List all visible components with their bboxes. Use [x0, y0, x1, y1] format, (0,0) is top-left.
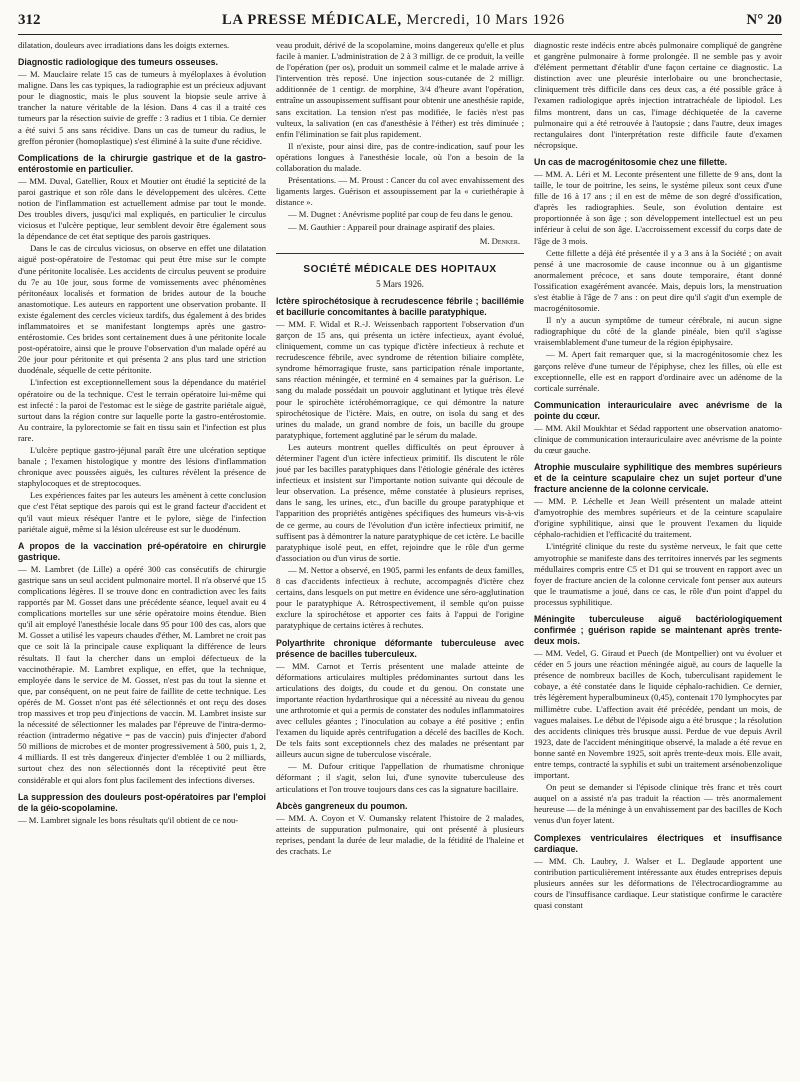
- paragraph: — M. Nettor a observé, en 1905, parmi les enfants de deux familles, 8 cas d'accidents infectieux à rechute, accompagnés d'ictère chez certains, dans lesquels on put mettre en évidence une séro-agglutination pour le paratyphique A. Rétrospectivement, il semble qu'on puisse exclure la spirochétose et apporter ces faits à l'appui de l'origine paratyphique de certains ictères à rechutes.: [276, 564, 524, 631]
- paragraph: — MM. Duval, Gatellier, Roux et Moutier ont étudié la septicité de la paroi gastrique et son rôle dans le développement des ulcères. Cette notion de l'inflammation est actuellement admise par tout le monde. Des troubles divers, jusqu'ici mal expliqués, en particulier le circulus viciosus et l'ulcère peptique, leur semblent devoir être également sous la dépendance de cet état septique des parois gastriques.: [18, 175, 266, 242]
- section-heading: Diagnostic radiologique des tumeurs osseuses.: [18, 57, 218, 68]
- paragraph: — M. Dugnet : Anévrisme poplité par coup de feu dans le genou.: [288, 209, 513, 220]
- session-date: 5 Mars 1926.: [376, 278, 424, 289]
- paragraph: veau produit, dérivé de la scopolamine, moins dangereux qu'elle et plus facile à manier. L'administration de 2 à 3 milligr. de ce produit, la veille de l'opération (per os), produit un sommeil calme et le malade arrive à l'intervention très reposé. Une injection sous-cutanée de 2 milligr. additionnée de 1 centigr. de morphine, 3/4 d'heure avant l'opération, entraîne un assoupissement suffisant pour obtenir une anesthésie rapide, sans excitation. La tension n'est pas modifiée, le faciès n'est pas vulteux, la salivation (en cas d'anesthésie à l'éther) est très diminuée ; enfin l'élimination se fait plus rapidement.: [276, 40, 524, 139]
- column-middle: [276, 40, 524, 1076]
- paragraph: — M. Apert fait remarquer que, si la macrogénitosomie chez les garçons relève d'une tumeur de l'épiphyse, chez les filles, où elle est exceptionnelle, elle est en rapport d'ordinaire avec un adénome de la corticale surrénale.: [534, 349, 782, 393]
- paragraph: — MM. A. Léri et M. Leconte présentent une fillette de 9 ans, dont la taille, le tour de poitrine, les seins, le système pileux sont ceux d'une fille de 16 à 17 ans ; il en est de même de son degré d'ossification, d'après les radiographies. Seule, son évolution dentaire est proportionnée à son âge ; son développement intellectuel est un peu inférieur à celui de son âge. L'accroissement excessif du corps date de l'âge de 3 mois.: [534, 168, 782, 246]
- section-heading: La suppression des douleurs post-opératoires par l'emploi de la géio-scopolamine.: [18, 791, 266, 813]
- section-heading: Polyarthrite chronique déformante tuberculeuse avec présence de bacilles tuberculeux.: [276, 637, 524, 659]
- column-right: [534, 40, 782, 1076]
- section-heading: Atrophie musculaire syphilitique des membres supérieurs et de la ceinture scapulaire chez un sujet porteur d'une fracture ancienne de la colonne cervicale.: [534, 462, 782, 495]
- section-heading: Abcès gangreneux du poumon.: [276, 800, 408, 811]
- divider: [276, 253, 524, 254]
- paragraph: — M. Lambret signale les bons résultats qu'il obtient de ce nou-: [18, 814, 239, 825]
- paragraph: L'intégrité clinique du reste du système nerveux, le fait que cette amyotrophie se manifeste dans des territoires innervés par les segments médullaires compris entre C5 et D1 qui se trouvent en rapport avec un foyer de fracture ancien de la colonne cervicale font penser aux auteurs que le traumatisme a joué, dans ce cas, le rôle d'un point d'appel du processus syphilitique.: [534, 541, 782, 607]
- paragraph: Les auteurs montrent quelles difficultés on peut éprouver à déterminer l'agent d'un ictère infectieux primitif. Ils discutent le rôle joué par les bacilles paratyphiques dans l'étiologie générale des ictères infectieux et insistent sur l'importante notion suivante qui découle de leur observation. La présence, même constatée à plusieurs reprises, dans le sang, les urines, etc., d'un bacille du groupe paratyphique et l'apparition des propriétés antigènes spécifiques des humeurs vis-à-vis de ce germe, au cours de l'évolution d'un ictère infectieux primitif, ne suffisent pas à démontrer la nature paratyphique de cet ictère. Le bacille paratyphique isolé peut, en effet, rejoindre que le rôle d'un germe d'association ou d'un virus de sortie.: [276, 441, 524, 563]
- article-columns: [18, 40, 782, 1076]
- society-title: SOCIÉTÉ MÉDICALE DES HOPITAUX: [303, 263, 497, 275]
- page-header: [18, 12, 782, 35]
- signature: M. Denker.: [479, 235, 520, 246]
- section-heading: Complications de la chirurgie gastrique et de la gastro-entérostomie en particulier.: [18, 152, 266, 174]
- section-heading: Méningite tuberculeuse aiguë bactériologiquement confirmée ; guérison rapide se maintenant après trente-deux mois.: [534, 614, 782, 647]
- section-heading: Un cas de macrogénitosomie chez une fillette.: [534, 156, 728, 167]
- paragraph: — M. Mauclaire relate 15 cas de tumeurs à myéloplaxes à évolution maligne. Dans les cas typiques, la radiographie est un précieux adjuvant pour le diagnostic, mais le plus souvent la biopsie seule arrive à trancher la nature véritable de la lésion. Dans 4 cas il a traité ces tumeurs par la résection suivie de greffe : 3 radius et 1 tibia. Ce dernier a été suivi 5 ans sans récidive. Dans un cas de tumeur du radius, le greffon péronier (homoplastique) s'est éliminé à la suite d'une récidive.: [18, 69, 266, 146]
- paragraph: Il n'y a aucun symptôme de tumeur cérébrale, ni aucun signe radiographique du côté de la glande pinéale, bien qu'il s'agisse vraisemblablement d'une tumeur de la région épiphysaire.: [534, 315, 782, 348]
- paragraph: — M. Dufour critique l'appellation de rhumatisme chronique déformant ; il s'agit, selon lui, d'une synovite tuberculeuse des articulations et l'on trouve toujours dans ces cas la signature bacillaire.: [276, 761, 524, 794]
- paragraph: L'ulcère peptique gastro-jéjunal paraît être une ulcération septique banale ; l'examen histologique y montre des lésions d'inflammation chronique avec poussées aiguës, les cultures révèlent la présence de staphylocoques et de streptocoques.: [18, 445, 266, 489]
- column-left: [18, 40, 266, 1076]
- paragraph: Dans le cas de circulus viciosus, on observe en effet une dilatation aiguë post-opératoire de l'estomac qui peut être mise sur le compte d'une péritonite localisée. Les accidents de circulus peuvent se produire du 7e au 10e jour, sous forme de vomissements avec phénomènes péritonéaux localisés et formation de brides autour de la bouche anastomotique. Les auteurs en rapportent une observation probante. Il existe également des cercles vicieux tardifs, dus également à des brides inflammatoires et se manifestant longtemps après une gastro-entérostomie. Ces brides sont certainement dues à une péritonite locale post-opératoire, ainsi que le prouve l'observation d'un malade opéré au 20e jour pour péritonite et qui présenta 2 ans plus tard une striction duodénale, séquelle de cette péritonite.: [18, 243, 266, 376]
- issue-number: N° 20: [746, 12, 782, 28]
- paragraph: diagnostic reste indécis entre abcès pulmonaire compliqué de gangrène et gangrène pulmonaire à forme prolongée. Il ne semble pas y avoir d'élément permettant d'établir d'une façon certaine ce diagnostic. La distinction avec une pleurésie interlobaire ou une bronchectasie, cliniquement très difficile dans ces deux cas, a été possible grâce à l'examen radiologique après injection intratrachéale de lipiodol. Les films montrent, dans un cas, l'image déchiquetée de la caverne pulmonaire qui a été retrouvée à l'autopsie ; dans l'autre, deux images rectangulaires dont l'interprétation reste difficile faute d'examen nécropsique.: [534, 40, 782, 150]
- page-number: 312: [18, 12, 41, 28]
- paragraph: dilatation, douleurs avec irradiations dans les doigts externes.: [18, 40, 230, 50]
- paragraph: — MM. Vedel, G. Giraud et Puech (de Montpellier) ont vu évoluer et céder en 5 jours une réaction méningée aiguë, au cours de laquelle la présence de nombreux bacilles de Koch, tuberculisant rapidement le cobaye, a été constatée dans le liquide céphalo-rachidien. Ce dernier, très légèrement hyperalbumineux (0,45), contenait 170 lymphocytes par millimètre cube. L'affection avait été précédée, pendant un mois, de vagues malaises. Le début de l'épisode aigu a été brusque ; la résolution des accidents cliniques très brusque aussi. Perdue de vue depuis Avril 1923, date de l'accident méningitique observé, la malade a été revue en bonne santé en Novembre 1925, soit après trente-deux mois. Elle avait, entre temps, contracté la syphilis et subi un traitement arsénobenzolique important.: [534, 648, 782, 781]
- section-heading: Complexes ventriculaires électriques et insuffisance cardiaque.: [534, 832, 782, 854]
- paragraph: — MM. F. Widal et R.-J. Weissenbach rapportent l'observation d'un garçon de 15 ans, qui présenta un ictère infectieux, ayant évolué, cliniquement, comme un cas typique d'ictère infectieux à rechute et recrudescence fébrile, avec syndrome de rétention biliaire complète, syndrome hémorragique fruste, sans participation rénale importante, sans réaction méningée, et terminé en 4 semaines par la guérison. Le sang du malade possédait un pouvoir agglutinant et lytique très élevé pour le spirochète ictérohémorragique, ce qui démontre la nature spirochétosique de l'ictère. Mais, en outre, on isola du sang et des urines du malade, un grand nombre de fois, un bacille du groupe paratyphique, fortement agglutiné par le sérum du malade.: [276, 318, 524, 440]
- paragraph: — MM. P. Léchelle et Jean Weill présentent un malade atteint d'amyotrophie des membres supérieurs et de la ceinture scapulaire d'origine syphilitique, ainsi que le prouvent l'examen du liquide céphalo-rachidien et l'efficacité du traitement.: [534, 496, 782, 540]
- paragraph: Il n'existe, pour ainsi dire, pas de contre-indication, sauf pour les opérations longues à l'anesthésie locale, où l'on a besoin de la collaboration du malade.: [276, 140, 524, 174]
- journal-name: LA PRESSE MÉDICALE,: [221, 12, 402, 28]
- paragraph: Les expériences faites par les auteurs les amènent à cette conclusion que c'est l'état septique des parois qui est le grand facteur d'accident et qu'il vaut mieux réséquer l'antre et le pylore, siège de l'infection pariétale aiguë, même si la lésion ulcéreuse est sur le duodénum.: [18, 490, 266, 534]
- paragraph: — MM. Ch. Laubry, J. Walser et L. Deglaude apportent une contribution particulièrement intéressante aux études entreprises depuis plusieurs années sur les déformations de l'électrocardiogramme au cours de l'insuffisance cardiaque. Leur statistique confirme le caractère quasi constant: [534, 855, 782, 910]
- paragraph: Présentations. — M. Proust : Cancer du col avec envahissement des ligaments larges. Guérison et assoupissement par la « curiethérapie à distance ».: [276, 175, 524, 208]
- paragraph: L'infection est exceptionnellement sous la dépendance du matériel opératoire ou de la technique. C'est le terrain opératoire lui-même qui est infecté : la paroi de l'estomac est le siège de gastrite pariétale aiguë, surtout dans la région contre sur laquelle porte la gastro-entérostomie. Au contraire, la pylorectomie se fait en tissu sain et l'infection est plus rare.: [18, 377, 266, 443]
- issue-date: Mercredi, 10 Mars 1926: [406, 12, 565, 28]
- journal-title: [222, 12, 565, 29]
- paragraph: — MM. A. Coyon et V. Oumansky relatent l'histoire de 2 malades, atteints de suppuration pulmonaire, qui ont présenté à plusieurs reprises, pendant la durée de leur maladie, de la fétidité de l'haleine et des crachats. Le: [276, 812, 524, 856]
- section-heading: Ictère spirochétosique à recrudescence fébrile ; bacillémie et bacillurie concomitantes à bacille paratyphique.: [276, 295, 524, 317]
- paragraph: — M. Lambret (de Lille) a opéré 300 cas consécutifs de chirurgie gastrique sans un seul accident pulmonaire mortel. Il n'a observé que 15 complications légères. Il se trouve donc en contradiction avec les faits rapportés par M. Gosset dans une précédente séance, lequel avait eu 4 complications mortelles sur une série opératoire moins étendue. Bien qu'il ait employé l'anesthésie locale dans 95 pour 100 des cas, alors que M. Gosset a utilisé les vapeurs chaudes d'éther, M. Lambret ne croit pas que ce soit là la principale cause expliquant la différence de leurs résultats. Il faut la chercher dans un emploi défectueux de la vaccinothérapie. M. Lambret explique, en effet, que la technique, employée dans le service de M. Gosset, n'est pas du tout la sienne et que, par conséquent, on ne peut faire de faillite de cette technique. Les opérés de M. Gosset n'ont pas été sélectionnés et ont reçu des doses trop massives et trop peu d'injections de vaccin. M. Lambret insiste sur la nécessité de sélectionner les malades par l'épreuve de l'intra-dermo-réaction (intradermo négative = pas de vaccin) puis d'injecter d'abord 50 millions de microbes et de monter progressivement à 500, puis 1, 2, 4 milliards. Il est très dangereux d'injecter d'emblée 1 ou 2 milliards, surtout chez des non sélectionnés dont la réceptivité peut être considérable et qui alors font plus facilement des infections diverses.: [18, 563, 266, 785]
- paragraph: Cette fillette a déjà été présentée il y a 3 ans à la Société ; on avait pensé à une macrosomie de cause inconnue ou à un gigantisme anormalement précoce, et sans doute temporaire, étant donné l'ossification exagérément avancée. Mais, depuis lors, la menstruation s'est établie à l'âge de 7 ans : on peut dire qu'il s'agit d'un exemple de macrogénitosomie.: [534, 247, 782, 314]
- paragraph: — M. Gauthier : Appareil pour drainage aspiratif des plaies.: [288, 221, 495, 232]
- paragraph: — MM. Akil Moukhtar et Sédad rapportent une observation anatomo-clinique de communication interauriculaire avec anévrisme de la pointe du cœur gauche.: [534, 422, 782, 455]
- paragraph: On peut se demander si l'épisode clinique très franc et très court auquel on a assisté n'a pas traduit la réaction — très anormalement heureuse — de la méninge à un envahissement par des bacilles de Koch venus d'un foyer latent.: [534, 782, 782, 826]
- section-heading: Communication interauriculaire avec anévrisme de la pointe du cœur.: [534, 399, 782, 421]
- section-heading: A propos de la vaccination pré-opératoire en chirurgie gastrique.: [18, 540, 266, 562]
- paragraph: — MM. Carnot et Terris présentent une malade atteinte de déformations articulaires multiples prédominantes surtout dans les articulations des doigts, du coude et du genou. On constate une importante réaction hydarthrosique qui a nécessité au niveau du genou une arthrotomie et qui a permis de constater des nodules inflammatoires avec cellules géantes ; l'inoculation au cobaye a été positive ; enfin l'examen du liquide après centrifugation a décelé des bacilles de Koch. De tels faits sont exceptionnels chez des malades ne présentant par ailleurs aucun signe de tuberculose viscérale.: [276, 660, 524, 760]
